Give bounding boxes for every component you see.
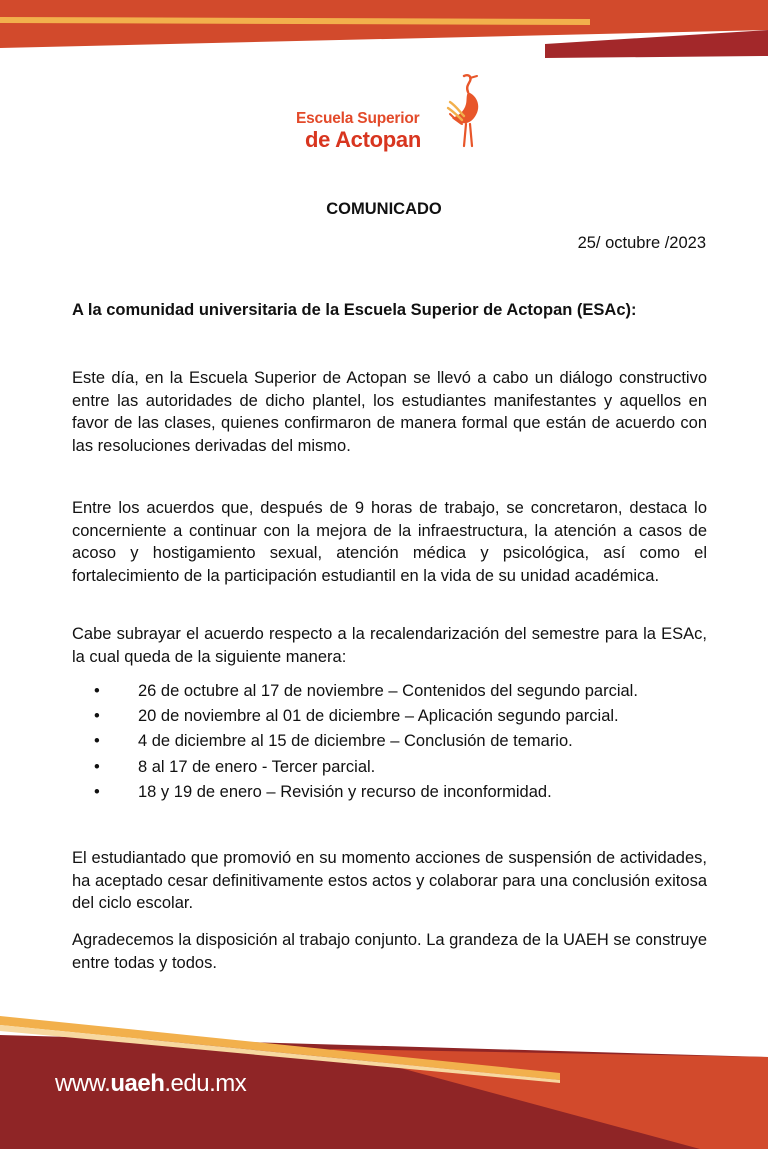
heron-bird-icon: [444, 72, 486, 150]
document-date: 25/ octubre /2023: [577, 234, 706, 252]
escuela-superior-logo: [296, 72, 496, 154]
url-suffix: .edu.mx: [164, 1070, 247, 1097]
schedule-item: [72, 781, 712, 806]
paragraph-5: Agradecemos la disposición al trabajo conjunto. La grandeza de la UAEH se construye entre todas y todos.: [72, 931, 707, 972]
document-title: COMUNICADO: [326, 200, 442, 218]
bullet-icon: •: [94, 782, 100, 801]
url-prefix: www.: [55, 1070, 111, 1097]
paragraph-3: Cabe subrayar el acuerdo respecto a la recalendarización del semestre para la ESAc, la cual queda de la siguiente manera:: [72, 625, 707, 666]
paragraph-1: Este día, en la Escuela Superior de Actopan se llevó a cabo un diálogo constructivo entre las autoridades de dicho plantel, los estudiantes manifestantes y aquellos en favor de las clases, quienes confirmaron de manera formal que están de acuerdo con las resoluciones derivadas del mismo.: [72, 369, 707, 455]
schedule-item: [72, 756, 712, 781]
schedule-item: [72, 680, 712, 705]
header-decorative-band: [0, 0, 768, 60]
bullet-icon: •: [94, 732, 100, 751]
bullet-icon: •: [94, 682, 100, 700]
bullet-icon: •: [94, 707, 100, 726]
bullet-icon: •: [94, 757, 100, 776]
schedule-list: [72, 680, 712, 806]
schedule-item-text: 20 de noviembre al 01 de diciembre – Aplicación segundo parcial.: [138, 707, 619, 726]
schedule-item-text: 18 y 19 de enero – Revisión y recurso de inconformidad.: [138, 782, 552, 801]
schedule-item: [72, 705, 712, 730]
url-domain-bold: uaeh: [110, 1070, 165, 1097]
logo-line-1: Escuela Superior: [296, 110, 420, 127]
schedule-item-text: 4 de diciembre al 15 de diciembre – Conclusión de temario.: [138, 732, 573, 751]
paragraph-2: Entre los acuerdos que, después de 9 horas de trabajo, se concretaron, destaca lo concerniente a continuar con la mejora de la infraestructura, la atención a casos de acoso y hostigamiento sexual, atención médica y psicológica, así como el fortalecimiento de la participación estudiantil en la vida de su unidad académica.: [72, 499, 707, 585]
schedule-item-text: 26 de octubre al 17 de noviembre – Contenidos del segundo parcial.: [138, 682, 638, 700]
greeting: A la comunidad universitaria de la Escuela Superior de Actopan (ESAc):: [72, 301, 637, 319]
schedule-item-text: 8 al 17 de enero - Tercer parcial.: [138, 757, 376, 776]
paragraph-4: El estudiantado que promovió en su momento acciones de suspensión de actividades, ha aceptado cesar definitivamente estos actos y colaborar para una conclusión exitosa del ciclo escolar.: [72, 849, 707, 912]
logo-line-2: de Actopan: [305, 127, 421, 152]
schedule-item: [72, 730, 712, 755]
footer-website-link[interactable]: [55, 1070, 246, 1098]
